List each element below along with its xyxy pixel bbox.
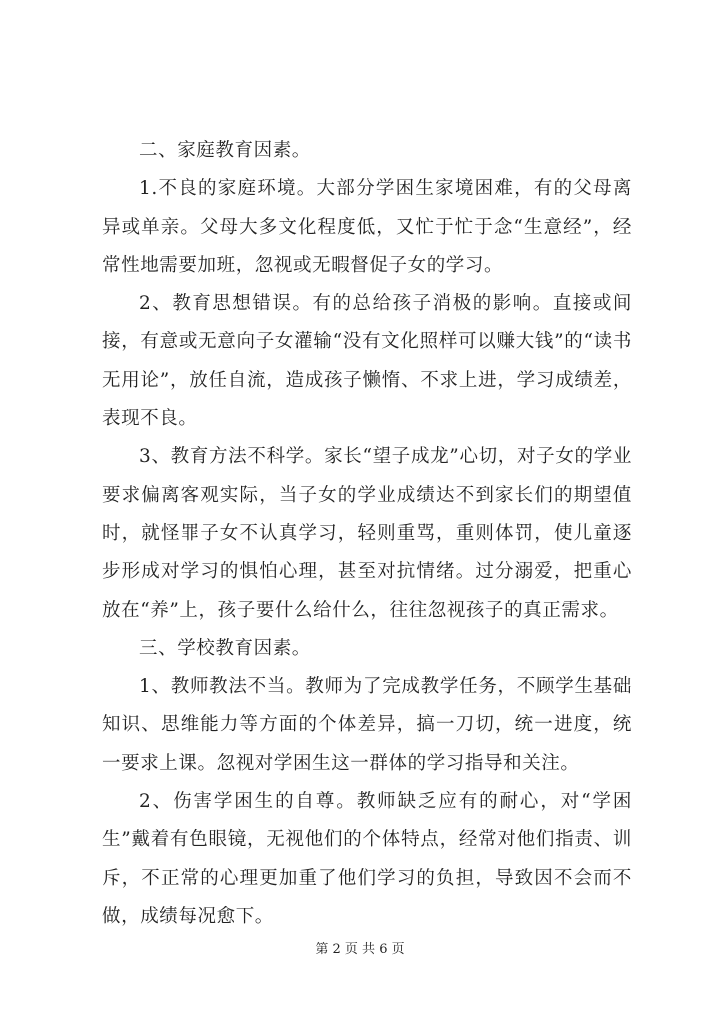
paragraph-family-environment: 1.不良的家庭环境。大部分学困生家境困难，有的父母离异或单亲。父母大多文化程度低，又忙于忙于念“生意经”，经常性地需要加班，忽视或无暇督促子女的学习。 (102, 178, 632, 276)
section-heading-family: 二、家庭教育因素。 (139, 140, 311, 161)
section-heading-school: 三、学校教育因素。 (139, 637, 311, 659)
document-body (102, 132, 632, 936)
paragraph-self-esteem: 2、伤害学困生的自尊。教师缺乏应有的耐心，对“学困生”戴着有色眼镜，无视他们的个体特点，经常对他们指责、训斥，不正常的心理更加重了他们学习的负担，导致因不会而不做，成绩每况愈下。 (102, 791, 632, 927)
page-number-footer: 第 2 页 共 6 页 (315, 942, 405, 957)
paragraph-teaching-method: 1、教师教法不当。教师为了完成教学任务，不顾学生基础知识、思维能力等方面的个体差异，搞一刀切，统一进度，统一要求上课。忽视对学困生这一群体的学习指导和关注。 (102, 676, 632, 774)
paragraph-education-method: 3、教育方法不科学。家长“望子成龙”心切，对子女的学业要求偏离客观实际，当子女的学业成绩达不到家长们的期望值时，就怪罪子女不认真学习，轻则重骂，重则体罚，使儿童逐步形成对学习的惧怕心理，甚至对抗情绪。过分溺爱，把重心放在“养”上，孩子要什么给什么，往往忽视孩子的真正需求。 (102, 446, 632, 621)
paragraph-education-thinking: 2、教育思想错误。有的总给孩子消极的影响。直接或间接，有意或无意向子女灌输“没有文化照样可以赚大钱”的“读书无用论”，放任自流，造成孩子懒惰、不求上进，学习成绩差，表现不良。 (102, 293, 632, 430)
